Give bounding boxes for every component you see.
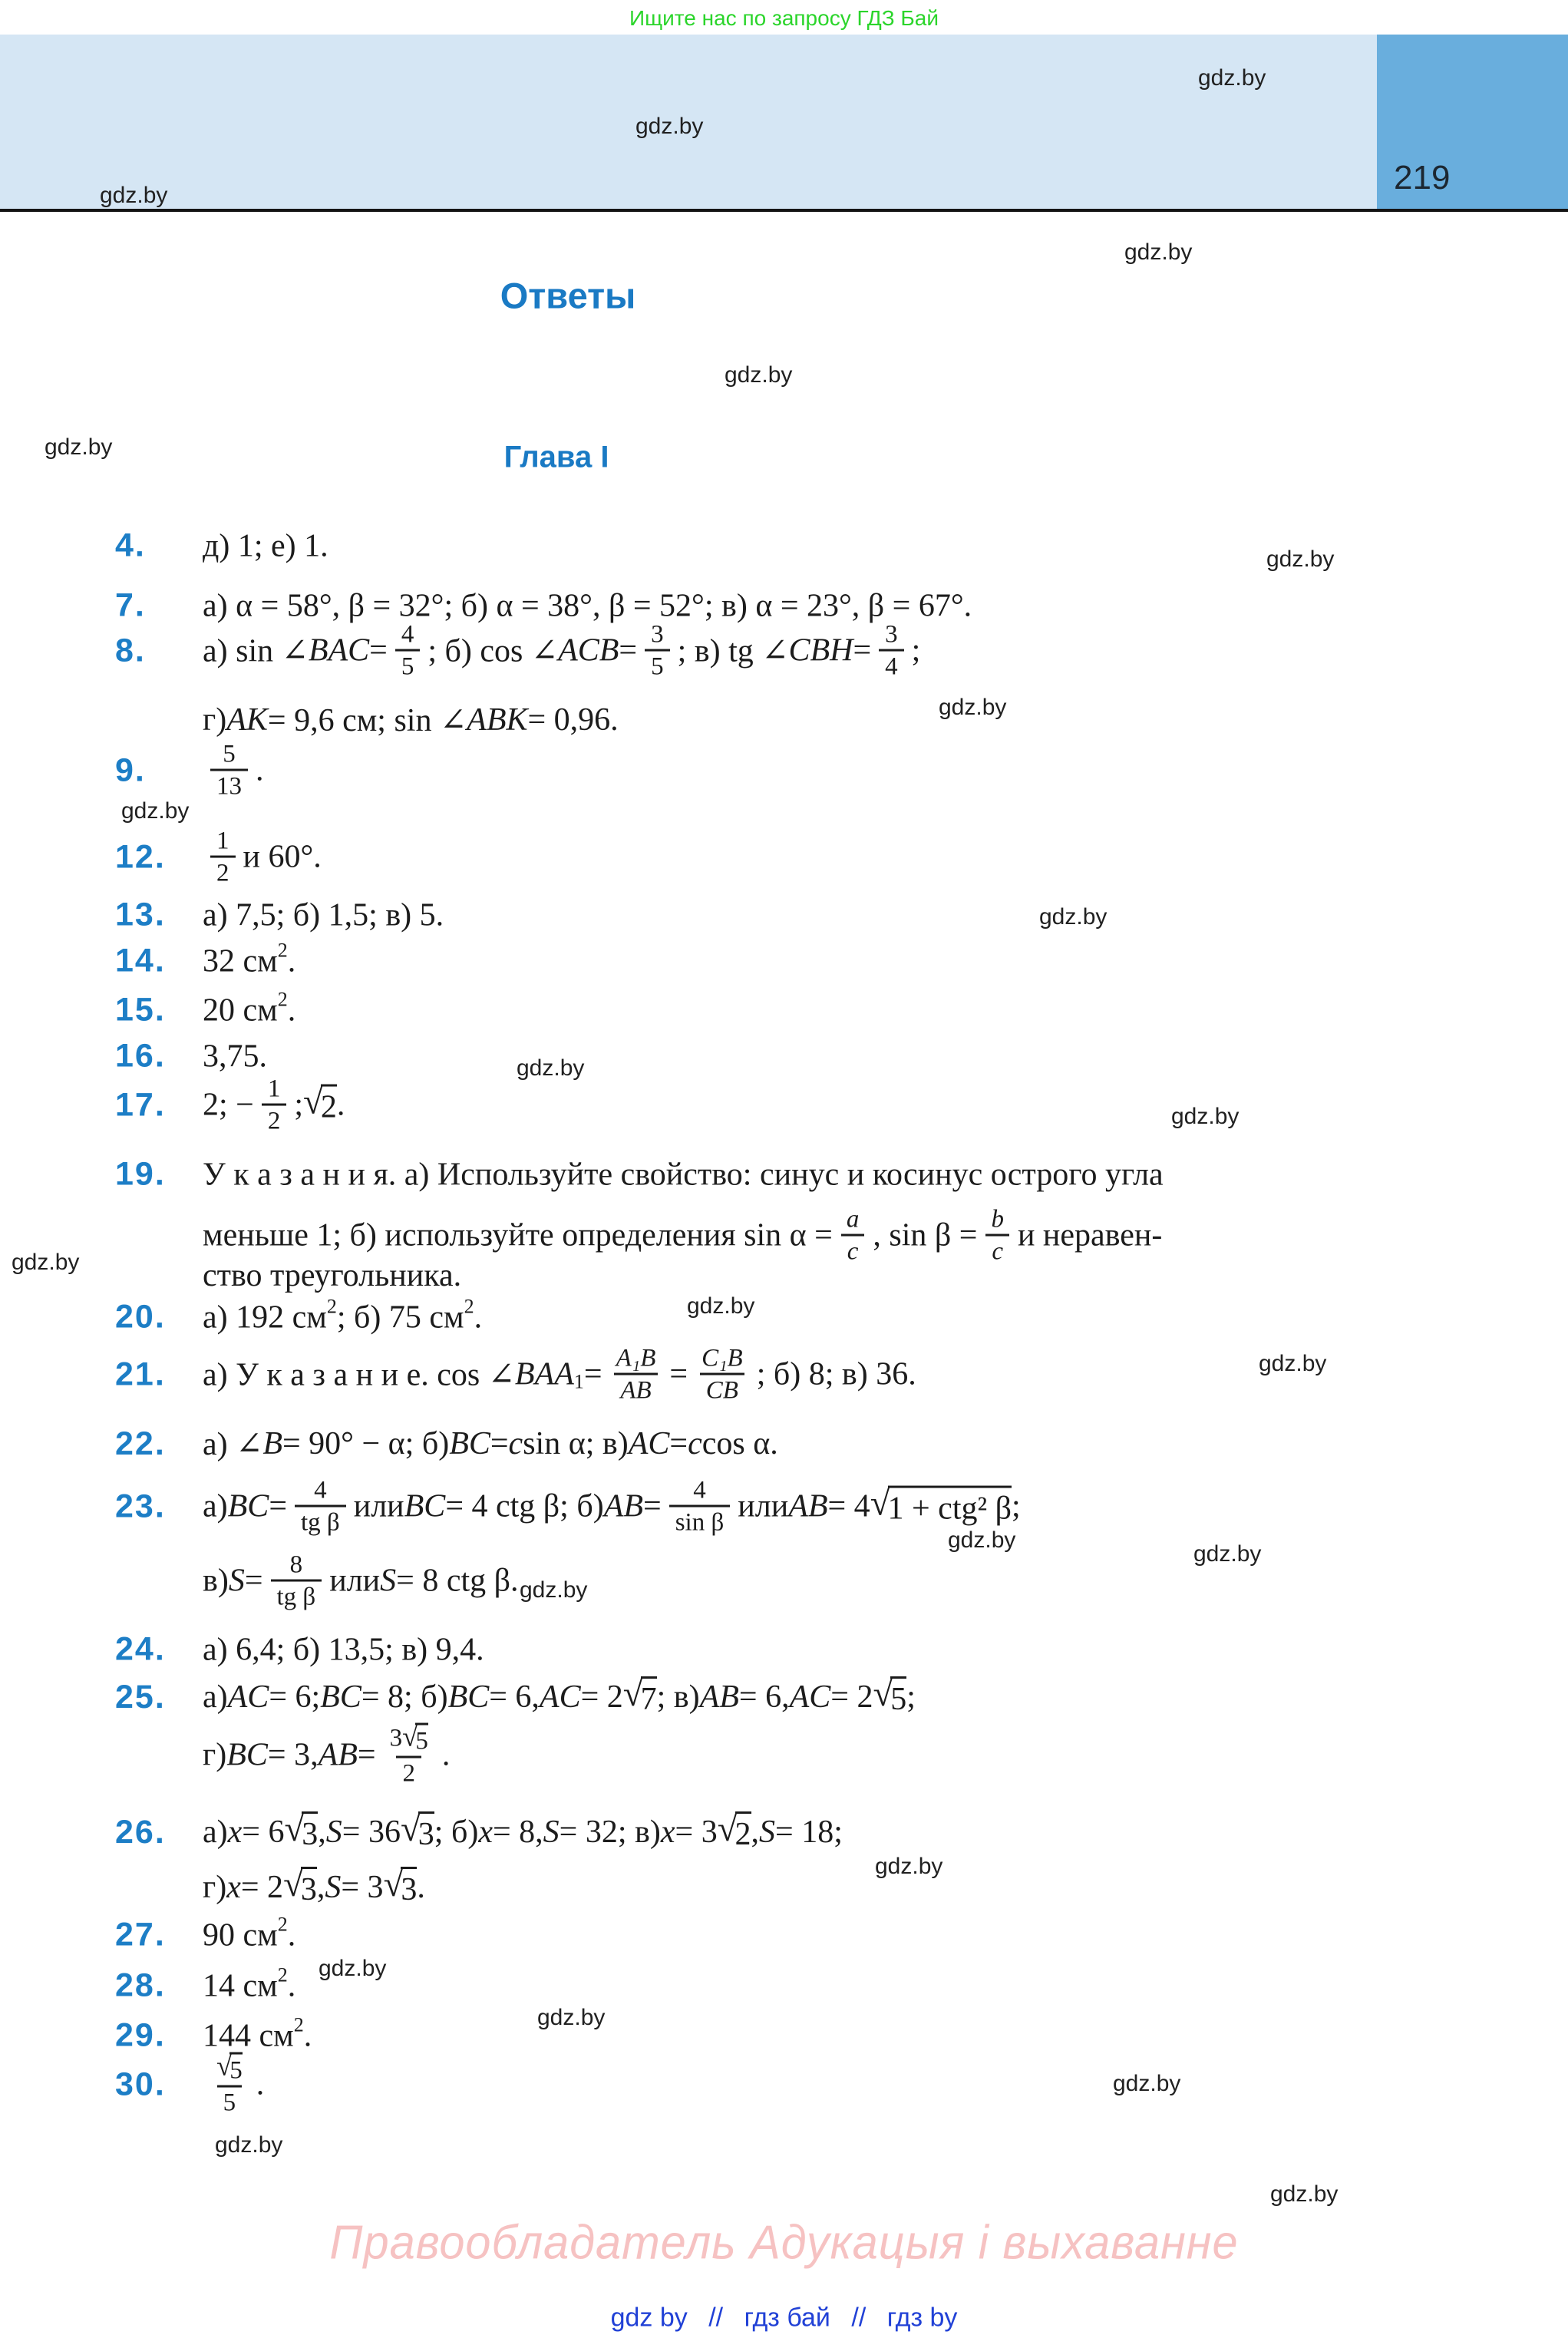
radical-sign: √ (873, 1674, 893, 1714)
math-variable: AC (227, 1679, 269, 1715)
item-number: 8. (115, 632, 146, 669)
fraction-denominator (879, 649, 904, 682)
answer-line-24 (115, 1631, 484, 1669)
answer-line-26a (115, 1811, 843, 1853)
math-part: 5 (651, 652, 664, 681)
answer-text: д) 1; е) 1. (203, 528, 328, 563)
watermark: gdz.by (121, 798, 190, 824)
math-fraction (395, 621, 421, 682)
math-variable: BAA (514, 1357, 574, 1392)
answer-text: а) 7,5; б) 1,5; в) 5. (203, 897, 444, 933)
math-fraction (840, 1206, 866, 1266)
fraction-numerator (840, 1206, 866, 1234)
fraction-numerator (210, 2049, 249, 2085)
answer-text: а) 192 см 2 ; б) 75 см 2 . (203, 1295, 483, 1335)
math-fraction (695, 1345, 749, 1405)
item-number: 12. (115, 838, 166, 876)
answer-line-25g (115, 1720, 451, 1788)
radical-sign: √ (402, 1720, 418, 1752)
watermark: gdz.by (635, 114, 704, 139)
answer-text: а) 6,4; б) 13,5; в) 9,4. (203, 1632, 484, 1667)
fraction-numerator (645, 621, 670, 649)
watermark: gdz.by (1259, 1351, 1327, 1376)
answer-line-19c (115, 1257, 461, 1294)
radical-sign: √ (216, 2049, 233, 2082)
answer-line-27 (115, 1913, 296, 1954)
math-variable: c (688, 1426, 702, 1461)
math-part: sin β (675, 1508, 725, 1537)
promo-banner: Ищите нас по запросу ГДЗ Бай (629, 6, 939, 30)
math-variable: BC (449, 1426, 490, 1461)
answer-text: а) AC = 6; BC = 8; б) BC = 6, AC = 2 √ 7 ; в) AB = 6, AC = 2 √ 5 ; (203, 1674, 916, 1717)
math-variable: S (759, 1815, 776, 1850)
math-sqrt (283, 1864, 317, 1908)
answer-line-23a (115, 1477, 1021, 1537)
math-variable: BC (226, 1738, 268, 1773)
item-number: 7. (115, 586, 146, 624)
header-band (0, 35, 1568, 209)
radicand: 3 (301, 1867, 317, 1908)
math-part: tg β (301, 1508, 340, 1537)
math-part: tg β (276, 1583, 316, 1611)
math-variable: S (325, 1870, 342, 1905)
radicand: 5 (890, 1676, 906, 1718)
answer-line-30 (115, 2049, 265, 2118)
math-variable: AB (603, 1489, 644, 1524)
math-variable: AC (539, 1679, 581, 1715)
answer-text: √ 5 5 . (203, 2052, 264, 2118)
answer-text: а) sin ∠ BAC = $\frac{4}{5}$ ; б) cos ∠ ACB = $\frac{3}{5}$ ; в) tg ∠ CBH = $\frac{3}{4}$ ; (203, 620, 921, 681)
answer-line-13 (115, 897, 444, 934)
item-number: 26. (115, 1813, 166, 1851)
answer-text: $\frac{5}{13}$ . (203, 741, 264, 801)
math-part: b (991, 1205, 1004, 1233)
fraction-numerator (687, 1477, 712, 1505)
item-number: 9. (115, 751, 146, 789)
math-part: A₁B (616, 1344, 656, 1372)
radicand: 7 (641, 1676, 657, 1718)
publisher-footer: Правообладатель Адукацыя і выхаванне (329, 2216, 1239, 2270)
footer-link-gdz-by2[interactable]: гдз by (886, 2303, 958, 2333)
answer-text: ство треугольника. (203, 1258, 462, 1293)
item-number: 23. (115, 1488, 166, 1525)
fraction-numerator (262, 1075, 287, 1104)
math-variable: BC (404, 1489, 446, 1524)
answer-line-8a (115, 621, 920, 682)
answer-line-16 (115, 1038, 267, 1075)
math-part: 5 (223, 2089, 236, 2117)
radicand: 1 + ctg² β (888, 1486, 1012, 1527)
answer-text: 32 см 2 . (203, 939, 296, 979)
answer-line-21 (115, 1345, 916, 1405)
answer-text: $\frac{1}{2}$ и 60°. (203, 827, 322, 888)
math-variable: x (226, 1870, 241, 1905)
math-fraction (262, 1075, 287, 1136)
item-number: 17. (115, 1086, 166, 1124)
watermark: gdz.by (1124, 239, 1193, 265)
math-sqrt (870, 1486, 1012, 1527)
fraction-denominator (841, 1234, 865, 1266)
answer-text: г) AK = 9,6 см; sin ∠ ABK = 0,96. (203, 702, 619, 738)
math-part: C₁B (701, 1344, 743, 1372)
answer-line-19a (115, 1156, 1164, 1194)
watermark: gdz.by (517, 1055, 585, 1081)
radicand: 3 (401, 1867, 417, 1908)
fraction-denominator (210, 769, 248, 801)
math-variable: AB (788, 1489, 828, 1524)
fraction-numerator (695, 1345, 749, 1373)
math-part: 8 (289, 1550, 303, 1579)
math-part: 2 (216, 859, 229, 887)
answer-line-29 (115, 2013, 312, 2055)
math-variable: x (660, 1815, 675, 1850)
footer-link-gdz-by[interactable]: gdz by (610, 2303, 688, 2333)
item-number: 28. (115, 1966, 166, 2004)
fraction-denominator (396, 1756, 421, 1788)
math-sqrt (623, 1676, 657, 1718)
radical-sign: √ (400, 1809, 421, 1849)
fraction-numerator (395, 621, 421, 649)
page-number: 219 (1394, 159, 1451, 196)
watermark: gdz.by (537, 2005, 606, 2030)
math-variable: S (325, 1815, 342, 1850)
item-number: 27. (115, 1916, 166, 1953)
answer-text: 2; − $\frac{1}{2}$ ; √ 2 . (203, 1075, 345, 1135)
math-fraction (210, 2049, 249, 2118)
math-sqrt (284, 1811, 318, 1853)
watermark: gdz.by (875, 1854, 943, 1879)
answer-line-12 (115, 827, 322, 888)
watermark: gdz.by (687, 1293, 755, 1319)
watermark: gdz.by (1193, 1541, 1262, 1567)
fraction-numerator (284, 1551, 309, 1580)
fraction-denominator (271, 1580, 322, 1612)
math-part: 1 (267, 1075, 281, 1103)
answer-line-23v (115, 1551, 519, 1612)
radical-sign: √ (622, 1674, 643, 1714)
item-number: 14. (115, 942, 166, 979)
fraction-denominator (645, 649, 670, 682)
fraction-numerator (210, 827, 236, 856)
math-fraction (645, 621, 670, 682)
math-part: 3 (885, 620, 898, 649)
answer-line-20 (115, 1295, 483, 1336)
item-number: 30. (115, 2066, 166, 2103)
answer-text: а) α = 58°, β = 32°; б) α = 38°, β = 52°; в) α = 23°, β = 67°. (203, 588, 972, 623)
math-variable: AB (318, 1738, 358, 1773)
math-variable: ABK (467, 702, 528, 738)
watermark: gdz.by (215, 2132, 283, 2158)
answer-text: в) S = $\frac{8}{\text{tg β}}$ или S = 8 ctg β. (203, 1550, 519, 1611)
math-sqrt (402, 1720, 428, 1756)
math-sqrt (383, 1864, 418, 1908)
watermark: gdz.by (939, 695, 1007, 720)
answer-text: 90 см 2 . (203, 1913, 296, 1953)
math-fraction (669, 1477, 731, 1537)
watermark: gdz.by (1171, 1104, 1240, 1129)
fraction-denominator (700, 1373, 744, 1405)
item-number: 29. (115, 2016, 166, 2054)
answer-line-8g (115, 701, 619, 739)
fraction-denominator (985, 1234, 1009, 1266)
math-part: 3 (651, 620, 664, 649)
math-fraction (985, 1206, 1010, 1266)
fraction-denominator (210, 856, 236, 888)
watermark: gdz.by (1113, 2071, 1181, 2096)
fraction-numerator (985, 1206, 1010, 1234)
math-variable: BC (320, 1679, 361, 1715)
answer-line-17 (115, 1075, 345, 1136)
item-number: 15. (115, 991, 166, 1029)
radical-sign: √ (303, 1082, 323, 1122)
math-sqrt (718, 1811, 751, 1853)
math-variable: S (380, 1564, 397, 1599)
radicand: 5 (229, 2052, 243, 2085)
fraction-denominator (295, 1505, 346, 1537)
answer-text: а) ∠ B = 90° − α; б) BC = c sin α; в) AC = c cos α. (203, 1426, 778, 1462)
math-part: 5 (401, 652, 414, 681)
answer-text: а) BC = $\frac{4}{\text{tg β}}$ или BC = 4 ctg β; б) AB = $\frac{4}{\text{sin β}}$ или AB = 4 √ 1 + ctg² β ; (203, 1476, 1021, 1537)
math-variable: ACB (558, 633, 619, 669)
answer-line-9 (115, 741, 264, 801)
math-fraction (210, 827, 236, 888)
fraction-denominator (614, 1373, 657, 1405)
math-part: CB (705, 1376, 738, 1405)
answer-text: 14 см 2 . (203, 1963, 296, 2003)
radical-sign: √ (284, 1809, 305, 1849)
math-part: 2 (402, 1759, 415, 1788)
watermark: gdz.by (948, 1527, 1016, 1553)
answer-text: г) x = 2 √ 3 , S = 3 √ 3 . (203, 1864, 425, 1907)
math-sqrt (873, 1676, 906, 1718)
math-variable: AB (699, 1679, 739, 1715)
fraction-numerator (384, 1720, 434, 1756)
item-number: 16. (115, 1037, 166, 1075)
watermark: gdz.by (520, 1577, 588, 1603)
math-fraction (879, 621, 904, 682)
math-part: AB (620, 1376, 652, 1405)
radical-sign: √ (383, 1864, 404, 1904)
answer-line-22 (115, 1425, 778, 1463)
answer-text: 3,75. (203, 1039, 267, 1074)
watermark: gdz.by (12, 1250, 80, 1275)
math-part: c (847, 1237, 859, 1266)
fraction-denominator (217, 2085, 243, 2118)
watermark: gdz.by (1270, 2181, 1339, 2207)
radicand: 3 (418, 1811, 434, 1853)
math-variable: x (227, 1815, 243, 1850)
math-variable: CBH (788, 633, 853, 669)
math-fraction (210, 741, 248, 801)
fraction-numerator (879, 621, 904, 649)
link-separator: // (708, 2303, 724, 2333)
item-number: 13. (115, 896, 166, 933)
item-number: 25. (115, 1678, 166, 1716)
math-variable: BAC (308, 633, 370, 669)
watermark: gdz.by (1039, 904, 1108, 930)
fraction-numerator (610, 1345, 662, 1373)
item-number: 20. (115, 1298, 166, 1336)
fraction-denominator (669, 1505, 731, 1537)
answer-line-26g (115, 1864, 425, 1908)
math-variable: S (543, 1815, 560, 1850)
radicand: 2 (321, 1085, 337, 1126)
footer-links (0, 2303, 1568, 2333)
answer-text: 144 см 2 . (203, 2013, 312, 2053)
answer-line-15 (115, 988, 296, 1029)
watermark: gdz.by (1266, 547, 1335, 572)
answer-line-7 (115, 587, 972, 625)
answer-text: 20 см 2 . (203, 988, 296, 1028)
answer-text: а) x = 6 √ 3 , S = 36 √ 3 ; б) x = 8, S = 32; в) x = 3 √ 2 , S = 18; (203, 1809, 843, 1852)
math-part: 4 (401, 620, 414, 649)
math-part: 4 (885, 652, 898, 681)
footer-link-gdz-bai[interactable]: гдз бай (744, 2303, 830, 2333)
math-part: 2 (267, 1107, 281, 1135)
math-sqrt (401, 1811, 434, 1853)
chapter-title: Глава I (503, 440, 609, 474)
radicand: 2 (735, 1811, 751, 1853)
answer-text: г) BC = 3, AB = 3 √ 5 2 . (203, 1720, 451, 1788)
math-sqrt (303, 1082, 337, 1126)
math-part: 4 (693, 1476, 706, 1504)
answer-line-4 (115, 527, 328, 565)
math-variable: AC (789, 1679, 831, 1715)
math-part: c (992, 1237, 1004, 1266)
math-variable: AC (628, 1426, 670, 1461)
math-part: 4 (314, 1476, 327, 1504)
math-variable: AK (226, 702, 268, 738)
fraction-numerator (308, 1477, 333, 1505)
watermark: gdz.by (100, 183, 168, 208)
fraction-denominator (262, 1104, 287, 1136)
radicand: 3 (302, 1811, 318, 1853)
math-fraction (295, 1477, 346, 1537)
math-sqrt (216, 2049, 243, 2085)
math-variable: x (478, 1815, 493, 1850)
page-title: Ответы (500, 275, 636, 316)
math-part: 13 (216, 772, 242, 801)
math-part: 5 (223, 740, 236, 768)
answer-line-25a (115, 1676, 916, 1718)
math-variable: BC (447, 1679, 490, 1715)
radical-sign: √ (870, 1484, 890, 1524)
radical-sign: √ (283, 1864, 303, 1904)
math-fraction (384, 1720, 434, 1788)
watermark: gdz.by (725, 362, 793, 388)
watermark: gdz.by (319, 1956, 387, 1981)
answer-text: а) У к а з а н и е. cos ∠ BAA 1 = $\frac{\text{A₁B}}{AB}$ = $\frac{\text{C₁B}}{CB}$ ; б) 8; в) 36. (203, 1344, 916, 1405)
math-part: a (846, 1205, 860, 1233)
item-number: 4. (115, 527, 146, 564)
math-variable: c (508, 1426, 523, 1461)
math-fraction (610, 1345, 662, 1405)
item-number: 22. (115, 1425, 166, 1462)
math-part: 1 (216, 827, 229, 855)
item-number: 24. (115, 1630, 166, 1668)
math-part: 3 √ 5 (389, 1720, 428, 1755)
math-part (216, 2049, 243, 2085)
math-variable: S (228, 1564, 245, 1599)
watermark: gdz.by (45, 434, 113, 460)
fraction-denominator (395, 649, 421, 682)
link-separator: // (851, 2303, 867, 2333)
header-divider (0, 209, 1568, 212)
fraction-numerator (216, 741, 242, 769)
answer-text: меньше 1; б) используйте определения sin α = $\frac{a}{c}$ , sin β = $\frac{b}{c}$ и неравен- (203, 1205, 1163, 1266)
math-variable: BC (227, 1489, 269, 1524)
radicand: 5 (415, 1723, 428, 1756)
math-fraction (271, 1551, 322, 1612)
item-number: 19. (115, 1155, 166, 1193)
answer-text: У к а з а н и я. а) Используйте свойство: синус и косинус острого угла (203, 1157, 1164, 1192)
answer-line-14 (115, 939, 296, 980)
item-number: 21. (115, 1356, 166, 1393)
answer-line-28 (115, 1963, 296, 2005)
radical-sign: √ (717, 1809, 738, 1849)
math-variable: B (262, 1426, 282, 1461)
watermark: gdz.by (1198, 65, 1266, 91)
